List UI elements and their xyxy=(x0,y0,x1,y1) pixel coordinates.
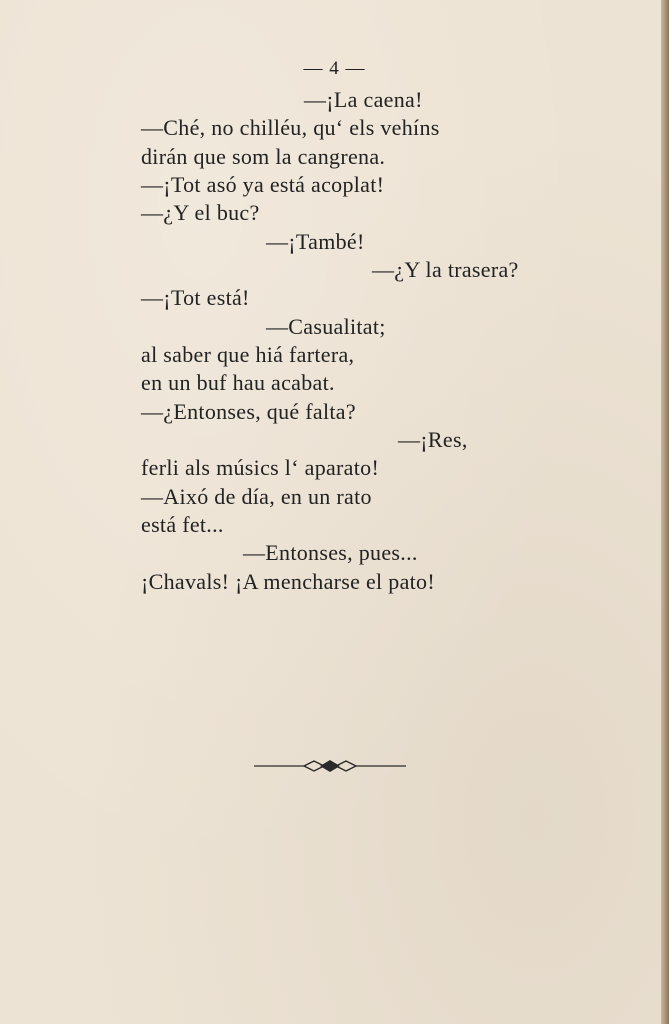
verse-line-10: al saber que hiá fartera, xyxy=(141,342,355,367)
verse-line-18: ¡Chavals! ¡A mencharse el pato! xyxy=(141,569,435,594)
verse-line-17: —Entonses, pues... xyxy=(243,540,418,565)
page-number: — 4 — xyxy=(303,58,366,79)
verse-line-13: —¡Res, xyxy=(398,427,468,452)
verse-line-11: en un buf hau acabat. xyxy=(141,370,335,395)
verse-line-16: está fet... xyxy=(141,512,224,537)
verse-line-14: ferli als músics l‘ aparato! xyxy=(141,455,380,480)
verse-line-4: —¡Tot asó ya está acoplat! xyxy=(141,172,385,197)
page-edge xyxy=(661,0,669,1024)
verse-line-2: —Ché, no chilléu, qu‘ els vehíns xyxy=(141,115,440,140)
verse-line-15: —Aixó de día, en un rato xyxy=(141,484,372,509)
verse-line-1: —¡La caena! xyxy=(304,87,423,112)
verse-line-3: dirán que som la cangrena. xyxy=(141,144,386,169)
verse-line-9: —Casualitat; xyxy=(266,314,386,339)
verse-line-6: —¡També! xyxy=(266,229,365,254)
verse-line-5: —¿Y el buc? xyxy=(141,200,260,225)
verse-line-12: —¿Entonses, qué falta? xyxy=(141,399,356,424)
divider-ornament xyxy=(254,757,406,775)
verse-line-7: —¿Y la trasera? xyxy=(372,257,519,282)
verse-line-8: —¡Tot está! xyxy=(141,285,250,310)
